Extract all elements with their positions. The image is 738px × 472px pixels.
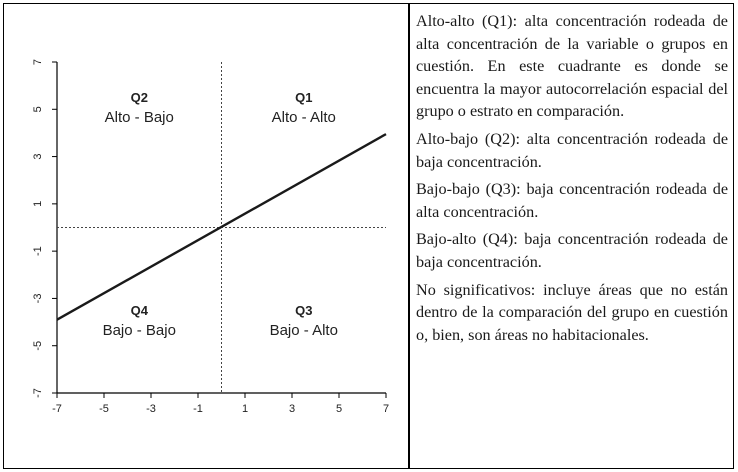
y-tick-label: -3 [32,293,44,304]
quadrant-code-q4: Q4 [130,302,148,318]
quadrant-code-q2: Q2 [130,90,148,106]
x-tick-label: 5 [335,403,343,415]
quadrant-label-q1: Alto - Alto [271,109,336,127]
y-tick-label: 1 [32,200,44,207]
y-tick-label: 7 [32,58,44,66]
quadrant-label-q4: Bajo - Bajo [102,321,176,339]
y-tick-label: -5 [32,340,44,351]
quadrant-chart-svg [4,4,408,470]
x-tick-label: 1 [241,403,249,415]
x-tick-label: -5 [99,403,109,415]
desc-q3: Bajo-bajo (Q3): baja concentración rodeada de alta concentración. [416,180,728,221]
desc-not-significant: No significativos: incluye áreas que no están dentro de la comparación del grupo en cuestión o, bien, son áreas no habitacionales. [416,280,728,344]
quadrant-label-q3: Bajo - Alto [269,321,338,339]
column-divider [408,4,410,468]
y-tick-label: 5 [32,106,44,113]
y-tick-label: -7 [32,388,44,398]
quadrant-label-q2: Alto - Bajo [104,109,174,127]
x-tick-label: -1 [193,403,203,415]
y-tick-label: 3 [32,153,44,160]
desc-q2: Alto-bajo (Q2): alta concentración rodeada de baja concentración. [416,129,728,171]
x-tick-label: 3 [288,403,296,415]
x-tick-label: 7 [382,403,390,415]
description-panel [416,10,728,351]
figure-frame [3,3,734,469]
x-tick-label: -7 [52,403,62,415]
x-tick-label: -3 [146,403,156,415]
y-tick-label: -1 [32,246,44,257]
desc-q1: Alto-alto (Q1): alta concentración rodeada de alta concentración de la variable o grupos en cuestión. En este cuadrante es donde se encuentra la mayor autocorrelación espacial del grupo o estrato en comparación. [416,12,728,121]
quadrant-code-q3: Q3 [295,302,313,318]
quadrant-plot [4,4,408,470]
desc-q4: Bajo-alto (Q4): baja concentración rodeada de baja concentración. [416,230,728,271]
quadrant-code-q1: Q1 [295,90,313,106]
